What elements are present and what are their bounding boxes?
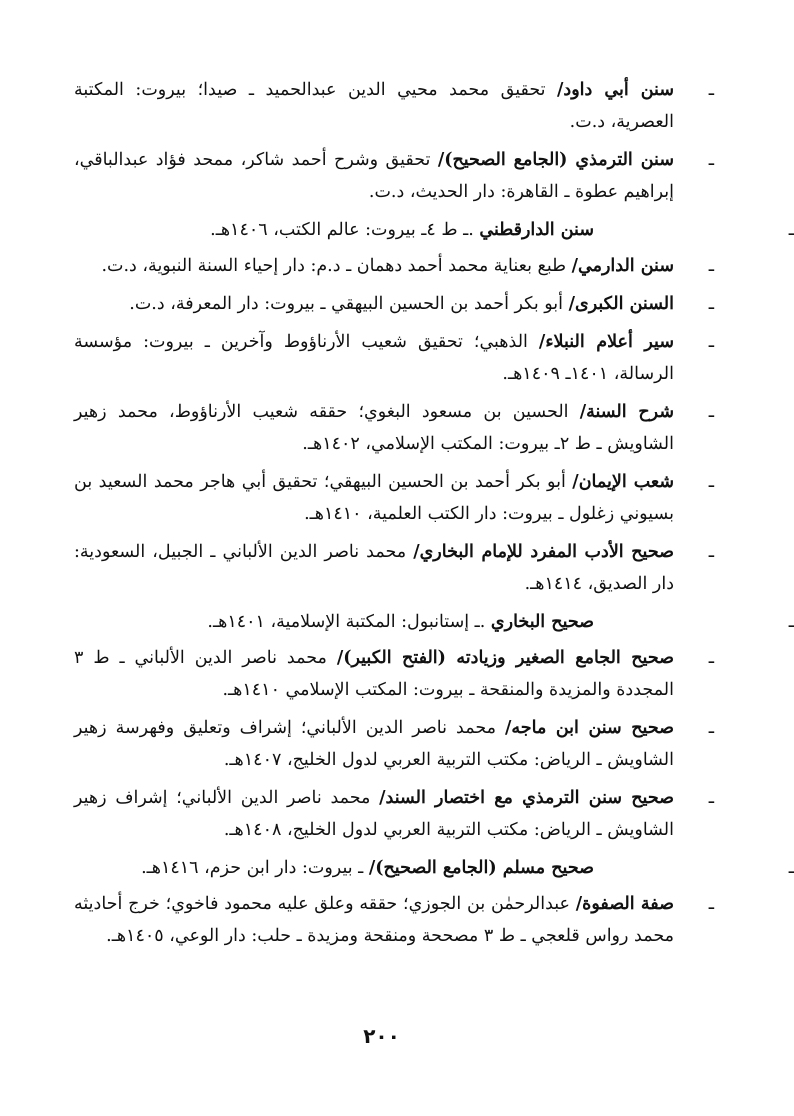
- entry-title: سنن الدارمي/: [571, 256, 674, 276]
- entry-text: أبو بكر أحمد بن الحسين البيهقي ـ بيروت: دار المعرفة، د.ت.: [129, 294, 569, 314]
- entry-dash: ـ: [788, 611, 794, 632]
- entry-title: صحيح سنن الترمذي مع اختصار السند/: [379, 788, 674, 808]
- bibliography-entry: [74, 606, 794, 638]
- entry-title: صحيح مسلم (الجامع الصحيح)/: [368, 858, 594, 878]
- bibliography-entry: [74, 466, 714, 530]
- entry-text: محمد ناصر الدين الألباني؛ إشراف زهير الشاويش ـ الرياض: مكتب التربية العربي لدول الخليج، ١٤٠٨هـ.: [74, 788, 674, 840]
- entry-dash: ـ: [708, 541, 714, 562]
- entry-title: شرح السنة/: [579, 402, 674, 422]
- bibliography-entry: [74, 852, 794, 884]
- bibliography-entry: [74, 214, 794, 246]
- entry-dash: ـ: [708, 647, 714, 668]
- bibliography-entry: [74, 326, 714, 390]
- entry-dash: ـ: [708, 293, 714, 314]
- entry-dash: ـ: [788, 219, 794, 240]
- entry-text: .ـ ط ٤ـ بيروت: عالم الكتب، ١٤٠٦هـ.: [210, 220, 480, 240]
- entry-title: صفة الصفوة/: [575, 894, 674, 914]
- entry-title: صحيح الجامع الصغير وزيادته (الفتح الكبير)/: [336, 648, 674, 668]
- entry-dash: ـ: [708, 401, 714, 422]
- entry-dash: ـ: [708, 787, 714, 808]
- entry-dash: ـ: [708, 717, 714, 738]
- page-number: ٢٠٠: [363, 1024, 400, 1048]
- bibliography-entry: [74, 712, 714, 776]
- entry-title: سنن الترمذي (الجامع الصحيح)/: [437, 150, 674, 170]
- entry-dash: ـ: [708, 255, 714, 276]
- entry-dash: ـ: [708, 149, 714, 170]
- entry-text: .ـ إستانبول: المكتبة الإسلامية، ١٤٠١هـ.: [207, 612, 491, 632]
- entry-title: سير أعلام النبلاء/: [538, 332, 674, 352]
- entry-dash: ـ: [708, 331, 714, 352]
- entry-title: شعب الإيمان/: [572, 472, 674, 492]
- entry-text: تحقيق محمد محيي الدين عبدالحميد ـ صيدا؛ بيروت: المكتبة العصرية، د.ت.: [74, 80, 674, 132]
- entry-dash: ـ: [708, 471, 714, 492]
- entry-title: صحيح سنن ابن ماجه/: [505, 718, 674, 738]
- bibliography-entry: [74, 782, 714, 846]
- bibliography-entry: [74, 250, 714, 282]
- entry-text: تحقيق وشرح أحمد شاكر، ممحد فؤاد عبدالباقي، إبراهيم عطوة ـ القاهرة: دار الحديث، د.ت.: [74, 150, 674, 202]
- bibliography-entry: [74, 536, 714, 600]
- entry-text: عبدالرحمٰن بن الجوزي؛ حققه وعلق عليه محمود فاخوي؛ خرج أحاديثه محمد رواس قلعجي ـ ط ٣ مصححة ومنقحة ومزيدة ـ حلب: دار الوعي، ١٤٠٥هـ.: [74, 894, 674, 946]
- entry-text: محمد ناصر الدين الألباني ـ الجبيل، السعودية: دار الصديق، ١٤١٤هـ.: [74, 542, 674, 594]
- entry-title: سنن أبي داود/: [557, 80, 674, 100]
- entry-text: الحسين بن مسعود البغوي؛ حققه شعيب الأرناؤوط، محمد زهير الشاويش ـ ط ٢ـ بيروت: المكتب الإسلامي، ١٤٠٢هـ.: [74, 402, 674, 454]
- entry-text: الذهبي؛ تحقيق شعيب الأرناؤوط وآخرين ـ بيروت: مؤسسة الرسالة، ١٤٠١ـ ١٤٠٩هـ.: [74, 332, 674, 384]
- entry-title: صحيح الأدب المفرد للإمام البخاري/: [413, 542, 674, 562]
- bibliography-entry: [74, 288, 714, 320]
- entry-dash: ـ: [708, 893, 714, 914]
- bibliography-entry: [74, 888, 714, 952]
- entry-text: أبو بكر أحمد بن الحسين البيهقي؛ تحقيق أبي هاجر محمد السعيد بن بسيوني زغلول ـ بيروت: دار الكتب العلمية، ١٤١٠هـ.: [74, 472, 674, 524]
- entry-text: محمد ناصر الدين الألباني ـ ط ٣ المجددة والمزيدة والمنقحة ـ بيروت: المكتب الإسلامي ١٤١٠هـ.: [74, 648, 674, 700]
- entry-title: سنن الدارقطني: [479, 220, 594, 240]
- entry-dash: ـ: [708, 79, 714, 100]
- entry-text: طبع بعناية محمد أحمد دهمان ـ د.م: دار إحياء السنة النبوية، د.ت.: [101, 256, 572, 276]
- bibliography-entry: [74, 74, 714, 138]
- entry-dash: ـ: [788, 857, 794, 878]
- bibliography-entry: [74, 642, 714, 706]
- entry-title: السنن الكبرى/: [568, 294, 674, 314]
- entry-text: محمد ناصر الدين الألباني؛ إشراف وتعليق وفهرسة زهير الشاويش ـ الرياض: مكتب التربية العربي لدول الخليج، ١٤٠٧هـ.: [74, 718, 674, 770]
- entry-text: ـ بيروت: دار ابن حزم، ١٤١٦هـ.: [141, 858, 369, 878]
- bibliography-list: [74, 74, 794, 958]
- bibliography-entry: [74, 396, 714, 460]
- bibliography-entry: [74, 144, 714, 208]
- entry-title: صحيح البخاري: [490, 612, 594, 632]
